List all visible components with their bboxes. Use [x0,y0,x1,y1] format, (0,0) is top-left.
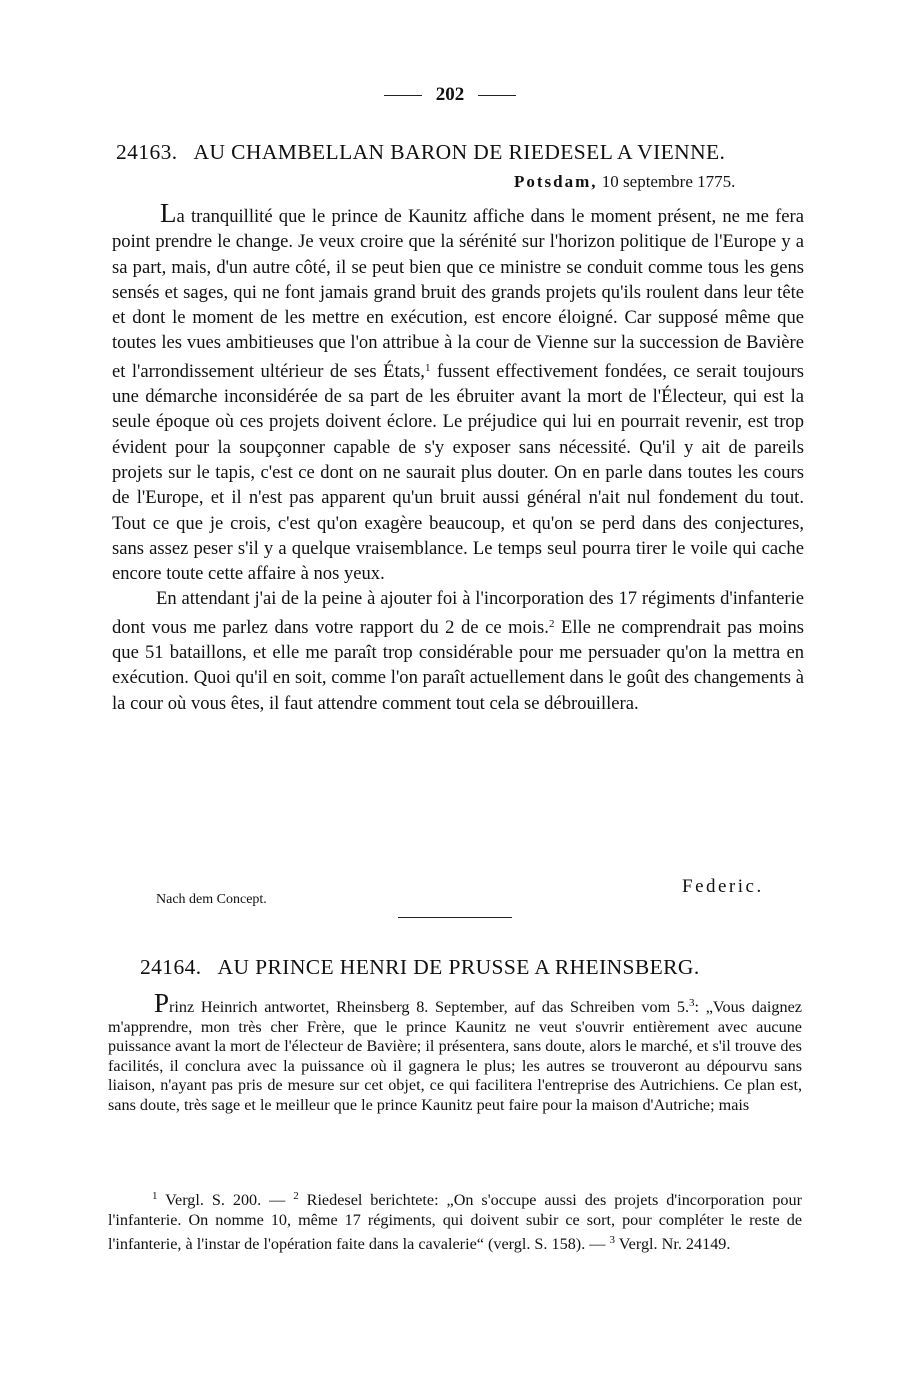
page-number-dash-left [384,95,422,96]
letter-1-initial: L [160,198,177,228]
letter-1-paragraph-1-text-a: a tranquillité que le prince de Kaunitz affiche dans le moment présent, ne me fera point prendre le change. Je veux croire que la sérénité sur l'horizon politique de l'Europe y a sa part, mais, d'un autre côté, il se peut bien que ce ministre se conduit comme tous les gens sensés et sages, qui ne font jamais grand bruit des grands projets qu'ils roulent dans leur tête et dont le moment de les mettre en exécution, est encore éloigné. Car supposé même que toutes les vues ambitieuses que l'on attribue à la cour de Vienne sur la succession de Bavière et l'arrondissement ultérieur de ses États, [112,206,804,382]
letter-2-initial: P [154,988,170,1018]
letter-1-paragraph-1 [112,200,804,586]
page-number-dash-right [478,95,516,96]
letter-1-paragraph-1-text-b: fussent effectivement fondées, ce serait toujours une démarche inconsidérée de sa part de les ébruiter avant la mort de l'Électeur, qui est la seule époque où ces projets doivent éclore. Le préjudice qui lui en pourrait revenir, est trop évident pour la soupçonner capable de s'y exposer sans nécessité. Qu'il y ait de pareils projets sur le tapis, c'est ce dont on ne saurait plus douter. On en parle dans toutes les cours de l'Europe, et il n'est pas apparent qu'un bruit aussi général n'ait nul fondement du tout. Tout ce que je crois, c'est qu'on exagère beaucoup, et qu'on se perd dans des conjectures, sans assez peser s'il y a quelque vraisemblance. Le temps seul pourra tirer le voile qui cache encore toute cette affaire à nos yeux. [112,360,805,585]
letter-2-title: AU PRINCE HENRI DE PRUSSE A RHEINSBERG. [217,955,700,979]
letter-1-place: Potsdam, [514,172,598,191]
letter-1-place-date [514,172,735,192]
letter-2-paragraph [108,990,802,1116]
letter-1-signature: Federic. [682,876,764,897]
footnote-marker-3: 3 [689,997,695,1009]
letter-2-heading [140,955,700,980]
letter-1-number: 24163. [116,140,178,164]
section-divider [398,917,512,918]
letter-2-body [108,990,802,1116]
letter-1-heading [116,140,725,165]
letter-1-paragraph-2 [112,586,804,715]
footnote-3-marker: 3 [609,1233,616,1246]
letter-1-title: AU CHAMBELLAN BARON DE RIEDESEL A VIENNE. [193,140,726,164]
footnote-3-text: Vergl. Nr. 24149. [615,1234,731,1253]
footnote-marker-2: 2 [548,617,555,630]
footnote-1-text: Vergl. S. 200. — [157,1191,294,1209]
footnote-1-marker: 1 [152,1190,158,1202]
letter-2-text-a: rinz Heinrich antwortet, Rheinsberg 8. September, auf das Schreiben vom 5. [169,998,689,1016]
page-number: 202 [435,84,465,105]
letter-1-paragraph-2-text-b: Elle ne comprendrait pas moins que 51 bataillons, et elle me paraît trop considérable pour me persuader qu'on la mettra en exécution. Quoi qu'il en soit, comme l'on paraît actuellement dans le goût des changements à la cour où vous êtes, il faut attendre comment tout cela se débrouillera. [112,616,804,714]
footnote-2-text: Riedesel berichtete: „On s'occupe aussi des projets d'incorporation pour l'infanterie. On nomme 10, même 17 régiments, qui doivent subir ce sort, pour compléter le reste de l'infanterie, à l'instar de l'opération faite dans la cavalerie“ (vergl. S. 158). — [108,1191,803,1253]
letter-2-text-b: : „Vous daignez m'apprendre, mon très cher Frère, que le prince Kaunitz ne veut s'ouvrir entièrement avec aucune puissance avant la mort de l'électeur de Bavière; il présentera, sans doute, alors le marché, et s'il trouve des facilités, il conclura avec la puissance où il gagnera le plus; les autres se trouveront au dépourvu sans liaison, n'ayant pas pris de mesure sur cet objet, ce qui facilitera l'entreprise des Autrichiens. Ce plan est, sans doute, très sage et le meilleur que le prince Kaunitz peut faire pour la maison d'Autriche; mais [108,998,802,1114]
footnote-2-marker: 2 [293,1190,299,1202]
letter-2-number: 24164. [140,955,202,979]
footnotes [108,1187,802,1254]
letter-1-body [112,200,804,716]
letter-1-source-note: Nach dem Concept. [156,892,267,907]
footnote-marker-1: 1 [424,361,431,374]
page-number-line [0,84,900,106]
letter-1-paragraph-2-text-a: En attendant j'ai de la peine à ajouter foi à l'incorporation des 17 régiments d'infanterie dont vous me parlez dans votre rapport du 2 de ce mois. [112,588,804,638]
footnote-paragraph [108,1187,802,1254]
letter-1-date: 10 septembre 1775. [601,172,736,191]
